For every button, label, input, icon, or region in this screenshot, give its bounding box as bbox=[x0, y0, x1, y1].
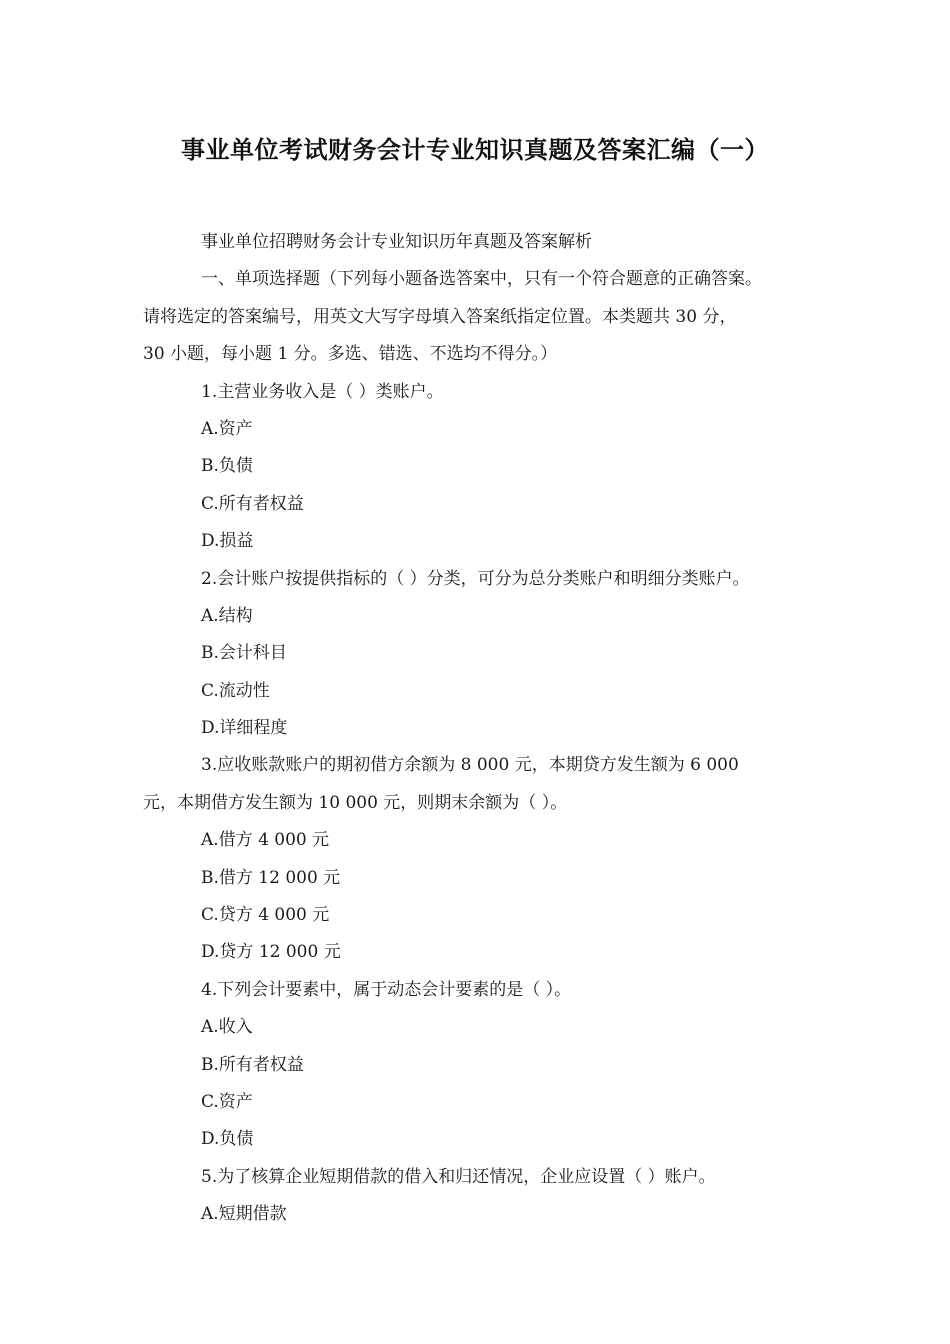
question-stem: 4.下列会计要素中，属于动态会计要素的是（ ）。 bbox=[201, 979, 572, 1000]
answer-option: A.资产 bbox=[201, 418, 253, 439]
answer-option: B.负债 bbox=[201, 456, 253, 477]
answer-option: D.负债 bbox=[201, 1129, 254, 1150]
section-heading-line: 30 小题，每小题 1 分。多选、错选、不选均不得分。） bbox=[143, 344, 558, 365]
answer-option: B.借方 12 000 元 bbox=[201, 867, 341, 888]
answer-option: B.所有者权益 bbox=[201, 1054, 304, 1075]
document-title: 事业单位考试财务会计专业知识真题及答案汇编（一） bbox=[181, 136, 769, 164]
answer-option: A.借方 4 000 元 bbox=[201, 830, 330, 851]
answer-option: C.所有者权益 bbox=[201, 493, 304, 514]
question-stem: 5.为了核算企业短期借款的借入和归还情况，企业应设置（ ）账户。 bbox=[201, 1166, 716, 1187]
question-stem: 1.主营业务收入是（ ）类账户。 bbox=[201, 381, 444, 402]
subtitle: 事业单位招聘财务会计专业知识历年真题及答案解析 bbox=[201, 232, 592, 252]
answer-option: C.贷方 4 000 元 bbox=[201, 905, 330, 926]
question-stem-continuation: 元，本期借方发生额为 10 000 元，则期末余额为（ ）。 bbox=[143, 792, 568, 813]
answer-option: D.贷方 12 000 元 bbox=[201, 942, 341, 963]
answer-option: D.损益 bbox=[201, 531, 254, 552]
answer-option: C.资产 bbox=[201, 1091, 253, 1112]
section-heading-line: 一、单项选择题（下列每小题备选答案中，只有一个符合题意的正确答案。 bbox=[201, 269, 762, 290]
document-body bbox=[143, 224, 811, 1234]
question-stem: 2.会计账户按提供指标的（ ）分类，可分为总分类账户和明细分类账户。 bbox=[201, 568, 750, 589]
answer-option: D.详细程度 bbox=[201, 718, 288, 739]
section-heading-line: 请将选定的答案编号，用英文大写字母填入答案纸指定位置。本类题共 30 分， bbox=[143, 306, 737, 327]
answer-option: A.短期借款 bbox=[201, 1204, 287, 1225]
answer-option: C.流动性 bbox=[201, 680, 270, 701]
answer-option: A.收入 bbox=[201, 1017, 253, 1038]
question-stem: 3.应收账款账户的期初借方余额为 8 000 元，本期贷方发生额为 6 000 bbox=[201, 755, 739, 776]
answer-option: A.结构 bbox=[201, 605, 253, 626]
answer-option: B.会计科目 bbox=[201, 643, 287, 664]
